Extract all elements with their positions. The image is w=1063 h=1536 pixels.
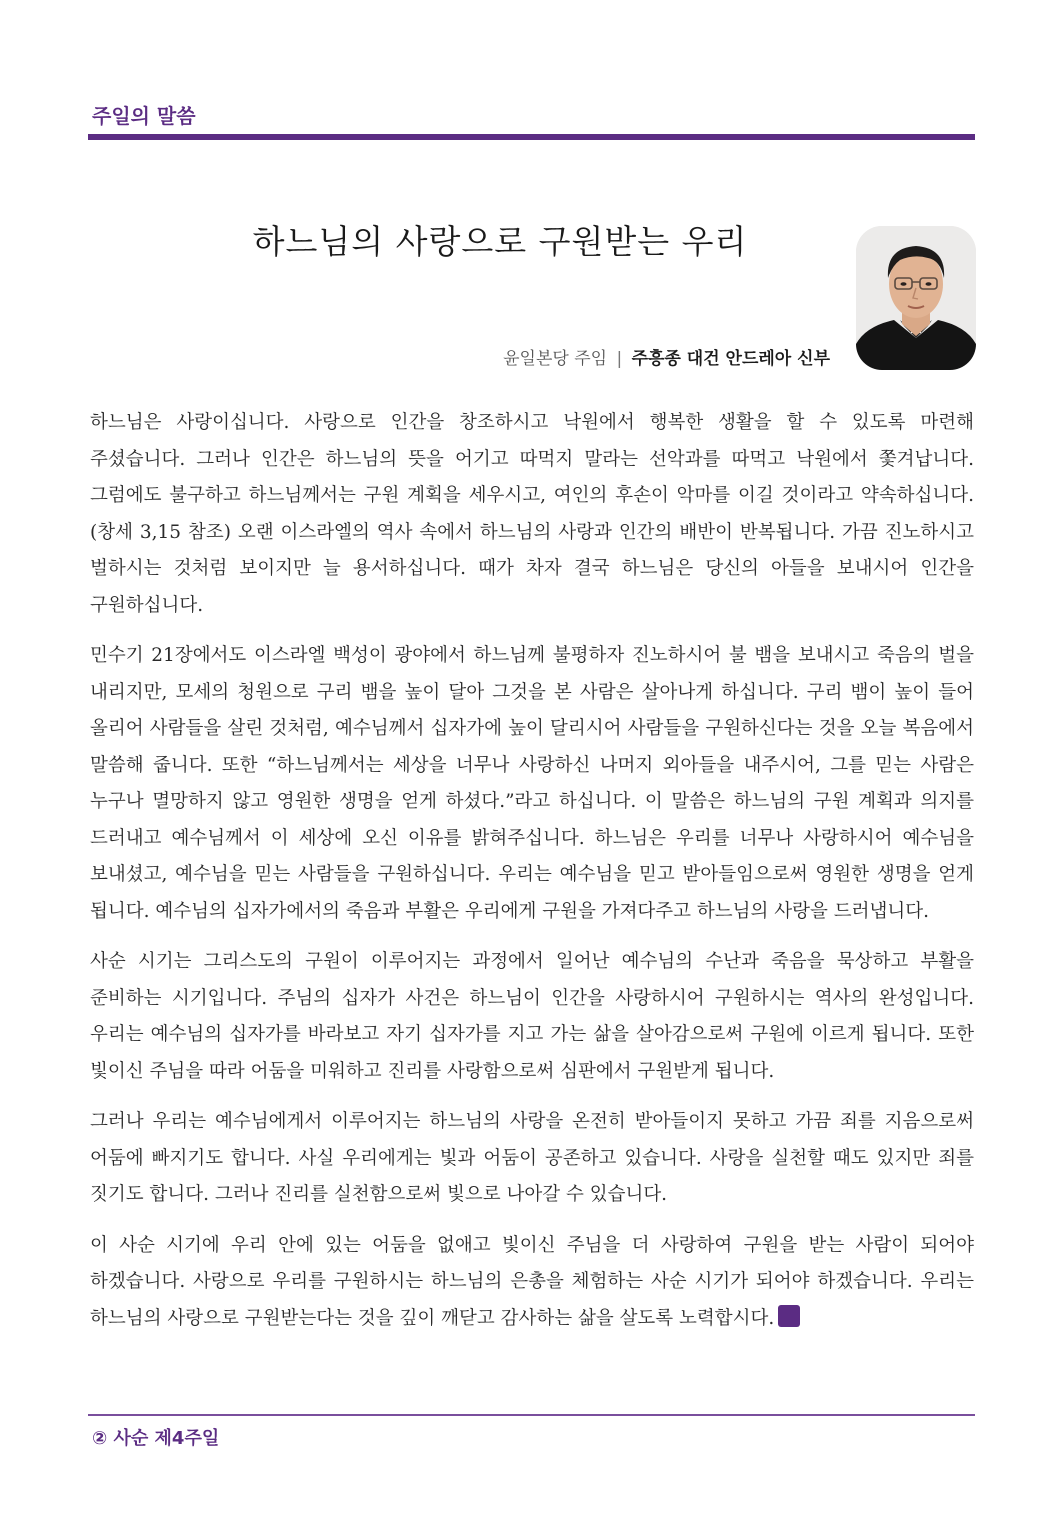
- paragraph: 사순 시기는 그리스도의 구원이 이루어지는 과정에서 일어난 예수님의 수난과 죽음을 묵상하고 부활을 준비하는 시기입니다. 주님의 십자가 사건은 하느님이 인간을 사랑하시어 구원하시는 역사의 완성입니다. 우리는 예수님의 십자가를 바라보고 자기 십자가를 지고 가는 삶을 살아감으로써 구원에 이르게 됩니다. 또한 빛이신 주님을 따라 어둠을 미워하고 진리를 사랑함으로써 심판에서 구원받게 됩니다.: [90, 951, 974, 1082]
- section-label: 주일의 말씀: [92, 104, 196, 128]
- paragraph: 그러나 우리는 예수님에게서 이루어지는 하느님의 사랑을 온전히 받아들이지 못하고 가끔 죄를 지음으로써 어둠에 빠지기도 합니다. 사실 우리에게는 빛과 어둠이 공존하고 있습니다. 사랑을 실천할 때도 있지만 죄를 짓기도 합니다. 그러나 진리를 실천함으로써 빛으로 나아갈 수 있습니다.: [90, 1111, 974, 1205]
- paragraph-last: [90, 1228, 974, 1338]
- byline-role: 윤일본당 주임: [503, 349, 608, 369]
- paragraph-text: 이 사순 시기에 우리 안에 있는 어둠을 없애고 빛이신 주님을 더 사랑하여 구원을 받는 사람이 되어야 하겠습니다. 사랑으로 우리를 구원하시는 하느님의 은총을 체험하는 사순 시기가 되어야 하겠습니다. 우리는 하느님의 사랑으로 구원받는다는 것을 깊이 깨닫고 감사하는 삶을 살도록 노력합시다.: [90, 1234, 974, 1329]
- page-title: 하느님의 사랑으로 구원받는 우리: [252, 222, 748, 261]
- page-footer: ② 사순 제4주일: [92, 1428, 220, 1449]
- bottom-rule: [88, 1414, 975, 1416]
- paragraph: 민수기 21장에서도 이스라엘 백성이 광야에서 하느님께 불평하자 진노하시어 불 뱀을 보내시고 죽음의 벌을 내리지만, 모세의 청원으로 구리 뱀을 높이 달아 그것을 본 사람은 살아나게 하십니다. 구리 뱀이 높이 들어 올리어 사람들을 살린 것처럼, 예수님께서 십자가에 높이 달리시어 사람들을 구원하신다는 것을 오늘 복음에서 말씀해 줍니다. 또한 “하느님께서는 세상을 너무나 사랑하신 나머지 외아들을 내주시어, 그를 믿는 사람은 누구나 멸망하지 않고 영원한 생명을 얻게 하셨다.”라고 하십니다. 이 말씀은 하느님의 구원 계획과 의지를 드러내고 예수님께서 이 세상에 오신 이유를 밝혀주십니다. 하느님은 우리를 너무나 사랑하시어 예수님을 보내셨고, 예수님을 믿는 사람들을 구원하십니다. 우리는 예수님을 믿고 받아들임으로써 영원한 생명을 얻게 됩니다. 예수님의 십자가에서의 죽음과 부활은 우리에게 구원을 가져다주고 하느님의 사랑을 드러냅니다.: [90, 645, 974, 922]
- paragraph: 하느님은 사랑이십니다. 사랑으로 인간을 창조하시고 낙원에서 행복한 생활을 할 수 있도록 마련해 주셨습니다. 그러나 인간은 하느님의 뜻을 어기고 따먹지 말라는 선악과를 따먹고 낙원에서 쫓겨납니다. 그럼에도 불구하고 하느님께서는 구원 계획을 세우시고, 여인의 후손이 악마를 이길 것이라고 약속하십니다.(창세 3,15 참조) 오랜 이스라엘의 역사 속에서 하느님의 사랑과 인간의 배반이 반복됩니다. 가끔 진노하시고 벌하시는 것처럼 보이지만 늘 용서하십니다. 때가 차자 결국 하느님은 당신의 아들을 보내시어 인간을 구원하십니다.: [90, 412, 974, 616]
- byline: [503, 344, 830, 369]
- article-body: [90, 405, 974, 1351]
- author-photo: [856, 226, 976, 370]
- end-mark-icon: [778, 1305, 800, 1327]
- byline-name: 주흥종 대건 안드레아 신부: [631, 349, 830, 369]
- byline-separator: |: [616, 349, 623, 369]
- priest-portrait-icon: [856, 226, 976, 370]
- top-rule: [88, 134, 975, 140]
